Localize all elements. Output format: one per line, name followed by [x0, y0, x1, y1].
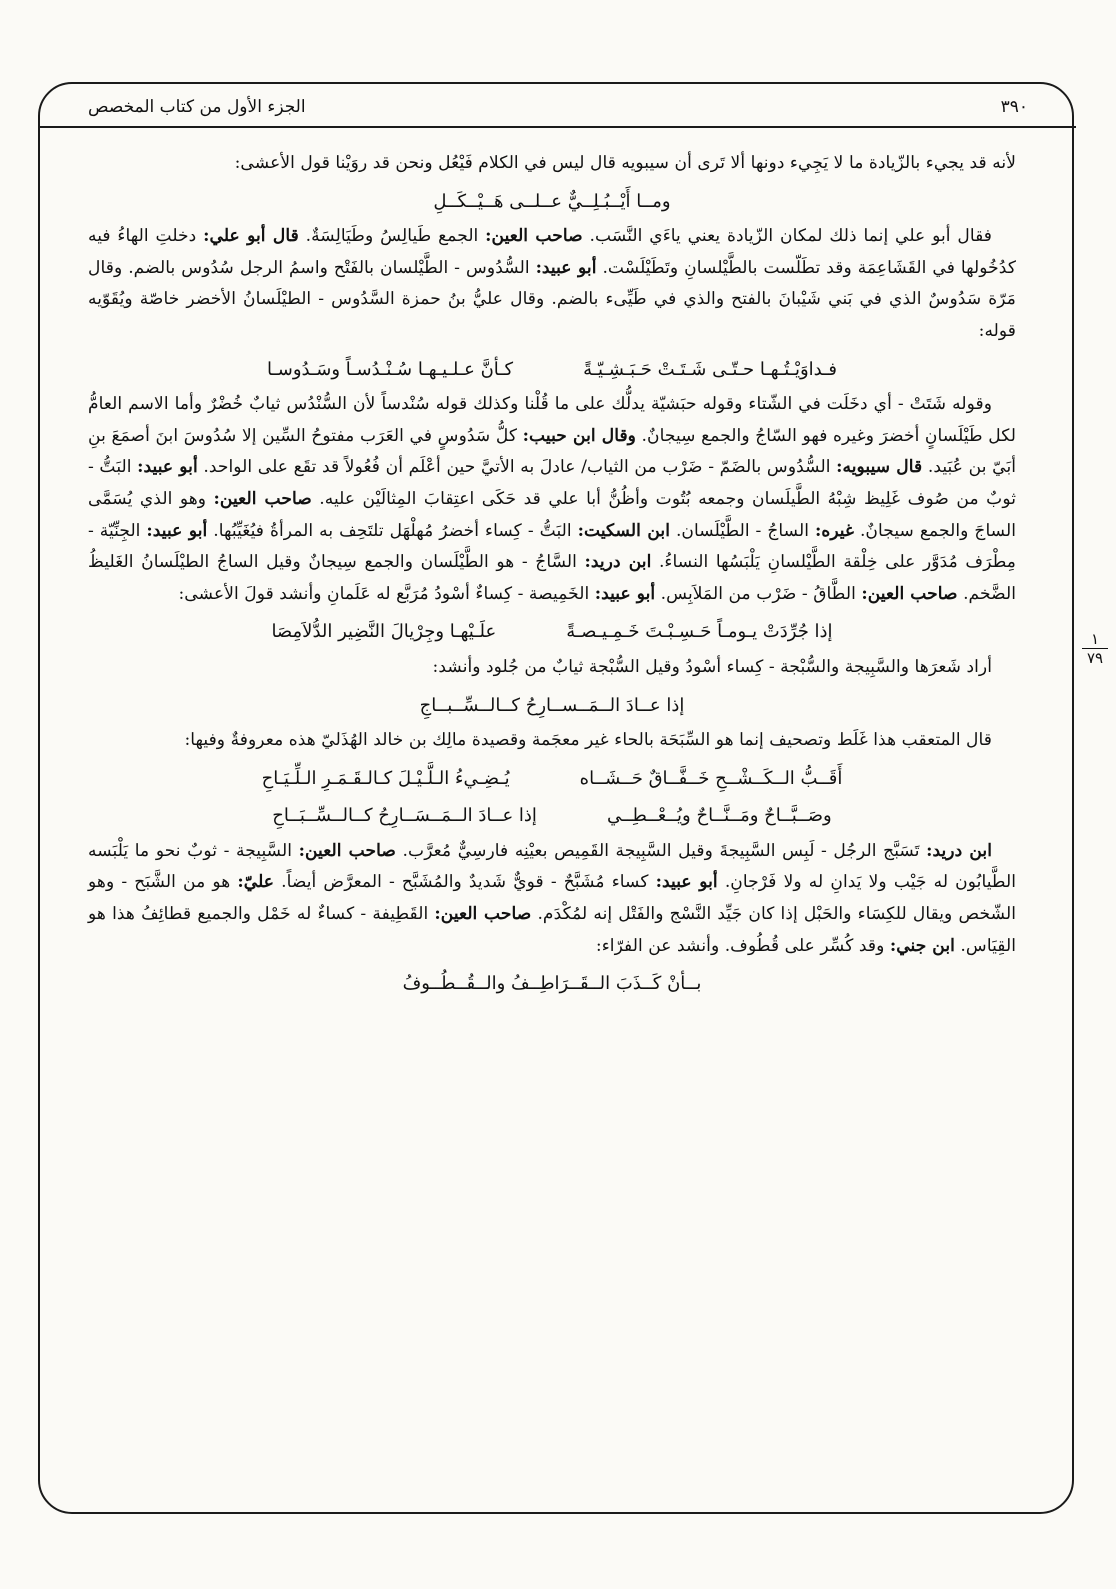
source-name: ابن السكيت: — [577, 520, 670, 541]
text-run: هو من الشَّبَح - وهو الشّخص ويقال للكِسَاء والحَبْل إذا كان جَيِّد النَّسْج والفَتْل إنه لمُكْدَم. — [88, 872, 1016, 925]
verse-5-line-1-second: يُـضِـيءُ الـلَّـيْـلَ كـالـقَـمَـرِ الـلِّـيَـاحِ — [261, 767, 510, 789]
text-run: وقوله شَتَتْ - أي دخَلَت في الشّتاء وقوله حبَشيّة يدلُّك على ما قُلْنا وكذلك قوله سُنْدساً لأن السُّنْدُس ثيابٌ خُضْرٌ وأما الاسم العامُّ لكل طَيْلَسانٍ أخضرَ وغيره فهو السّاجُ والجمع سِيجانٌ. — [88, 394, 1017, 446]
paragraph-6 — [88, 836, 1016, 962]
text-run: الطَّاقُ - ضَرْب من المَلاَبِس. — [655, 583, 862, 604]
source-name: ابن جني: — [889, 935, 955, 956]
source-name: أبو عبيد: — [146, 520, 208, 541]
source-name: صاحب العين: — [298, 840, 396, 861]
source-name: صاحب العين: — [213, 488, 312, 509]
source-name: أبو عبيد: — [535, 257, 597, 278]
text-run: الجمع طَيالِسُ وطَيَالِسَةٌ. — [298, 226, 486, 247]
source-name: غيره: — [814, 520, 854, 541]
paragraph-2 — [88, 221, 1016, 347]
text-run: الساجُ - الطَّيْلَسان. — [670, 520, 815, 541]
source-name: أبو عبيد: — [655, 872, 718, 893]
page-number: ٣٩٠ — [1000, 97, 1028, 117]
source-name: ابن دريد: — [926, 840, 992, 861]
verse-5-line-2-second: إذا عــادَ الــمَــسَــارِحُ كــالــسِّــبَــاحِ — [272, 805, 537, 827]
text-run: السَّاجُ - هو الطَّيْلَسان والجمع سِيجانٌ وقيل الساجُ الطيْلَسانُ الغَليظُ الضَّخم. — [88, 552, 1016, 604]
source-name: قال سيبويه: — [836, 457, 923, 478]
paragraph-5: قال المتعقب هذا غَلَط وتصحيف إنما هو السِّبَحَة بالحاء غير معجَمة وقصيدة مالِك بن خالد الهُذَليّ هذه معروفةٌ وفيها: — [184, 730, 992, 751]
paragraph-1: لأنه قد يجيء بالزّيادة ما لا يَجِيء دونها ألا تَرى أن سيبويه قال ليس في الكلام فَيْعُل ونحن قد روَيْنا قول الأعشى: — [234, 153, 1016, 173]
source-name: صاحب العين: — [434, 904, 532, 925]
verse-5-line-1-first: أَقَــبُّ الــكَــشْــحِ خَــفَّــاقٌ حَــشَــاه — [579, 767, 843, 789]
verse-2-second-hemistich: كـأنَّ عـلـيـهـا سُـنْـدُسـاً وسَـدُوسـا — [267, 358, 514, 380]
source-name: صاحب العين: — [485, 226, 583, 247]
source-name: صاحب العين: — [861, 583, 958, 604]
source-name: وقال ابن حبيب: — [522, 425, 636, 446]
verse-3 — [88, 616, 1016, 648]
source-name: ابن دريد: — [584, 552, 652, 573]
verse-1: ومــا أَيْــبُـلِــيٌّ عــلــى هَــيْــكَــلِ — [433, 190, 671, 212]
verse-3-first-hemistich: إذا جُرِّدَتْ يـومـاً حَـسِـبْـتَ خَـمِـيـصـةً — [566, 621, 833, 643]
text-run: الجِنِّيّة - مِطْرَف مُدَوَّر على خِلْقة الطَّيْلسانِ يَلْبَسُها النساءُ. — [88, 520, 1017, 573]
text-run: وهو الذي يُسَمَّى الساجَ والجمع سيجانٌ. — [88, 488, 1017, 541]
text-run: تَسَبَّج الرجُل - لَبِس السَّبِيجةَ وقيل السَّبِيجة القَمِيص بعيْنِه فارسِيٌّ مُعرَّب. — [395, 840, 927, 861]
verse-3-second-hemistich: علَـيْهـا وجِرْيالَ النَّضِير الدُّلاَمِصَا — [271, 621, 497, 643]
text-run: القَطِيفة - كساءٌ له خَمْل والجميع قطائِفُ هذا هو القِيَاس. — [88, 904, 1016, 956]
verse-6: بــأنْ كَــذَبَ الــقَــرَاطِــفُ والــقُــطُــوفُ — [402, 973, 702, 995]
verse-2 — [88, 354, 1016, 386]
page-body — [88, 148, 1016, 1004]
paragraph-3 — [88, 389, 1016, 610]
verse-2-first-hemistich: فـداوَيْـتُـهـا حـتّـى شَـتَـتْ حَـبَـشِـيّـةً — [583, 358, 837, 380]
text-run: الخَمِيصة - كِساءٌ أسْودُ مُرَبَّع له عَلَمانِ وأنشد قولَ الأعشى: — [178, 583, 595, 604]
margin-note-bottom: ٧٩ — [1086, 649, 1104, 667]
margin-folio-note — [1082, 630, 1108, 667]
running-header — [88, 92, 1028, 122]
verse-5-line-1 — [88, 763, 1016, 795]
text-run: البَتُّ - ثوبٌ من صُوف غَلِيظ شِبْهُ الطَّيلَسان وجمعه بُتُوت وأظُنُّ أبا علي قد حَكَى اعتِقابَ المِثالَيْن عليه. — [88, 457, 1016, 509]
source-name: أبو عبيد: — [594, 583, 656, 604]
text-run: كلُّ سَدُوسٍ في العَرَب مفتوحُ السِّين إلا سُدُوسَ ابنَ أصمَعَ بنِ أبَيّ بن عُبَيد. — [88, 425, 1017, 478]
text-run: البَتُّ - كِساء أخضرُ مُهلْهَل تلتَحِف به المرأةُ فيُغَيِّبُها. — [207, 520, 578, 541]
text-run: السُّدُوس - الطَّيْلسان بالفَتْح واسمُ الرجل سُدُوس بالضم. وقال مَرّة سَدُوسٌ الذي في بَني شَيْبانَ بالفتح والذي في طَيِّىء بالضم. وقال عليُّ بنُ حمزة السَّدُوس - الطيْلَسانُ الأخضر خاصّة ويُقَوّيه قوله: — [88, 257, 1016, 341]
source-name: أبو عبيد: — [137, 457, 198, 478]
text-run: السَّبِيجة - ثوبٌ نحو ما يَلْبَسه الطَّيابُون له جَيْب ولا يَدانِ له ولا فَرْجانِ. — [88, 840, 1016, 893]
source-name: عليّ: — [237, 872, 275, 893]
text-run: كساء مُشَبَّحٌ - قويٌّ شَديدٌ والمُشَبَّح - المعرَّض أيضاً. — [274, 872, 656, 893]
paragraph-4: أراد شَعرَها والسَّبِيجة والسُّبْجة - كِساء أسْودُ وقيل السُّبْجة ثيابٌ من جُلود وأنشد: — [432, 656, 992, 677]
book-title: الجزء الأول من كتاب المخصص — [88, 97, 306, 117]
text-run: فقال أبو علي إنما ذلك لمكان الزّيادة يعني ياءَي النَّسَب. — [582, 226, 993, 247]
text-run: دخلتِ الهاءُ فيه كدُخُولها في القَشَاعِمَة وقد تطَلّست بالطَّيْلسانِ وتَطَيْلَسْت. — [88, 226, 1016, 278]
verse-5-line-2 — [88, 800, 1016, 832]
verse-5-line-2-first: وصَــبَّــاحٌ ومَــنَّــاحٌ ويُــعْــطِــي — [606, 805, 832, 827]
source-name: قال أبو علي: — [203, 226, 299, 247]
verse-4: إذا عــادَ الــمَــســارِحُ كــالــسِّــبــاجِ — [419, 694, 685, 716]
header-rule — [40, 126, 1076, 128]
text-run: السُّدُوس بالضَمّ - ضَرْب من الثياب/ عادلَ به الأتيَّ حين أعْلَم أن فُعُولاً قد تقَع على الواحد. — [197, 457, 837, 478]
margin-note-top: ١ — [1082, 630, 1108, 649]
text-run: وقد كُسِّر على قُطُوف. وأنشد عن الفرّاء: — [595, 935, 890, 956]
